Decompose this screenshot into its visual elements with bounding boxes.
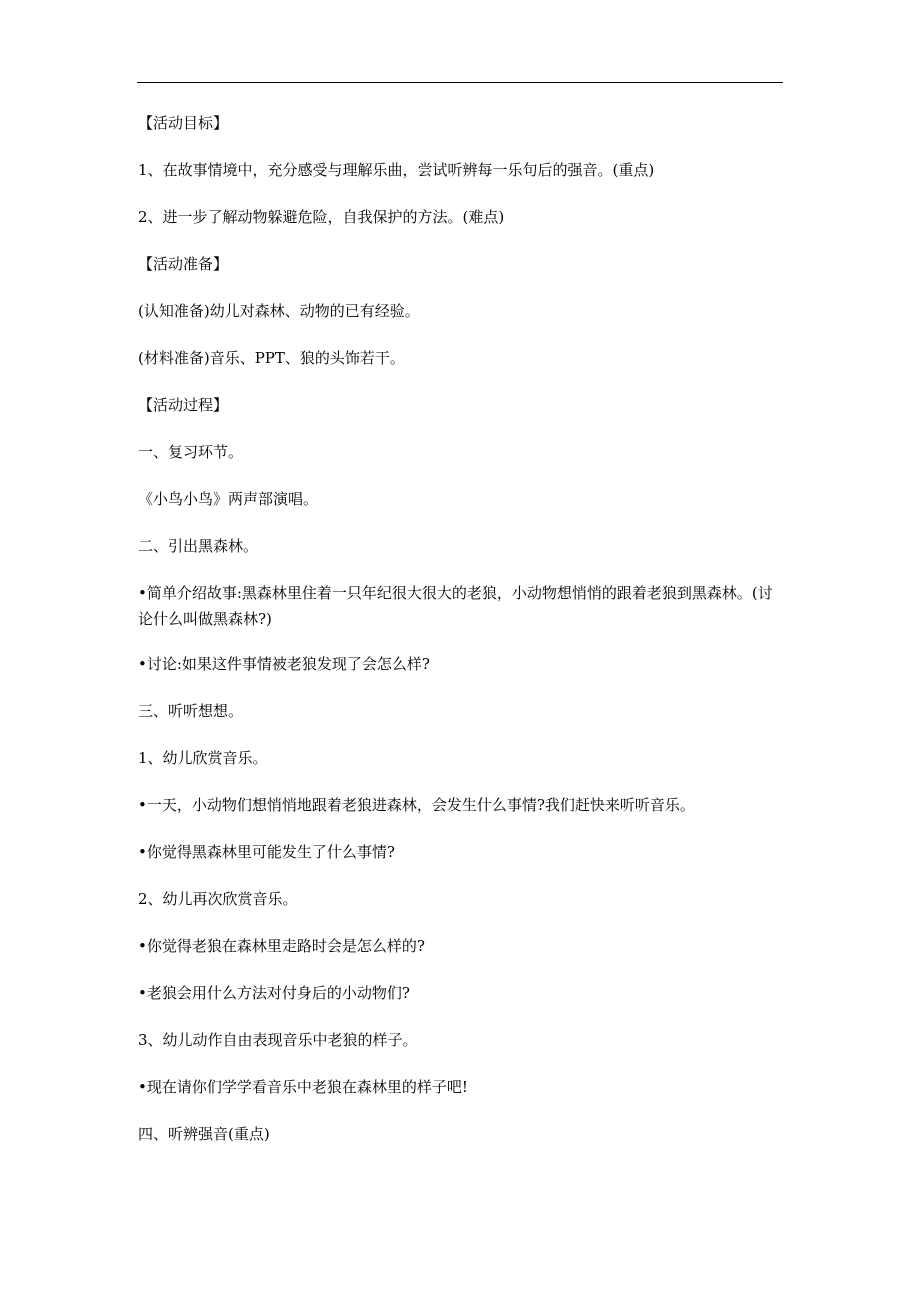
step-3-sub-2-bullet-1: •你觉得老狼在森林里走路时会是怎么样的? bbox=[138, 937, 425, 955]
step-1-detail: 《小鸟小鸟》两声部演唱。 bbox=[138, 490, 319, 508]
section-heading-process: 【活动过程】 bbox=[138, 396, 229, 414]
goal-item-1: 1、在故事情境中，充分感受与理解乐曲，尝试听辨每一乐句后的强音。(重点) bbox=[138, 161, 655, 179]
preparation-cognitive: (认知准备)幼儿对森林、动物的已有经验。 bbox=[138, 302, 420, 320]
step-heading-1: 一、复习环节。 bbox=[138, 443, 244, 461]
section-heading-preparation: 【活动准备】 bbox=[138, 255, 229, 273]
step-heading-2: 二、引出黑森林。 bbox=[138, 537, 259, 555]
preparation-materials: (材料准备)音乐、PPT、狼的头饰若干。 bbox=[138, 349, 405, 367]
step-heading-4: 四、听辨强音(重点) bbox=[138, 1125, 270, 1143]
document-body bbox=[138, 110, 784, 1168]
step-3-sub-1: 1、幼儿欣赏音乐。 bbox=[138, 749, 268, 767]
step-3-sub-3-bullet-1: •现在请你们学学看音乐中老狼在森林里的样子吧! bbox=[138, 1078, 468, 1096]
step-heading-3: 三、听听想想。 bbox=[138, 702, 244, 720]
step-3-sub-3: 3、幼儿动作自由表现音乐中老狼的样子。 bbox=[138, 1031, 418, 1049]
step-3-sub-2: 2、幼儿再次欣赏音乐。 bbox=[138, 890, 298, 908]
header-rule bbox=[137, 82, 783, 83]
step-3-sub-2-bullet-2: •老狼会用什么方法对付身后的小动物们? bbox=[138, 984, 410, 1002]
goal-item-2: 2、进一步了解动物躲避危险，自我保护的方法。(难点) bbox=[138, 208, 505, 226]
step-2-bullet-2: •讨论:如果这件事情被老狼发现了会怎么样? bbox=[138, 655, 430, 673]
step-2-bullet-1: •简单介绍故事:黑森林里住着一只年纪很大很大的老狼，小动物想悄悄的跟着老狼到黑森林。(讨论什么叫做黑森林?) bbox=[138, 584, 773, 628]
section-heading-goals: 【活动目标】 bbox=[138, 114, 229, 132]
step-3-sub-1-bullet-2: •你觉得黑森林里可能发生了什么事情? bbox=[138, 843, 395, 861]
step-3-sub-1-bullet-1: •一天，小动物们想悄悄地跟着老狼进森林，会发生什么事情?我们赶快来听听音乐。 bbox=[138, 796, 695, 814]
